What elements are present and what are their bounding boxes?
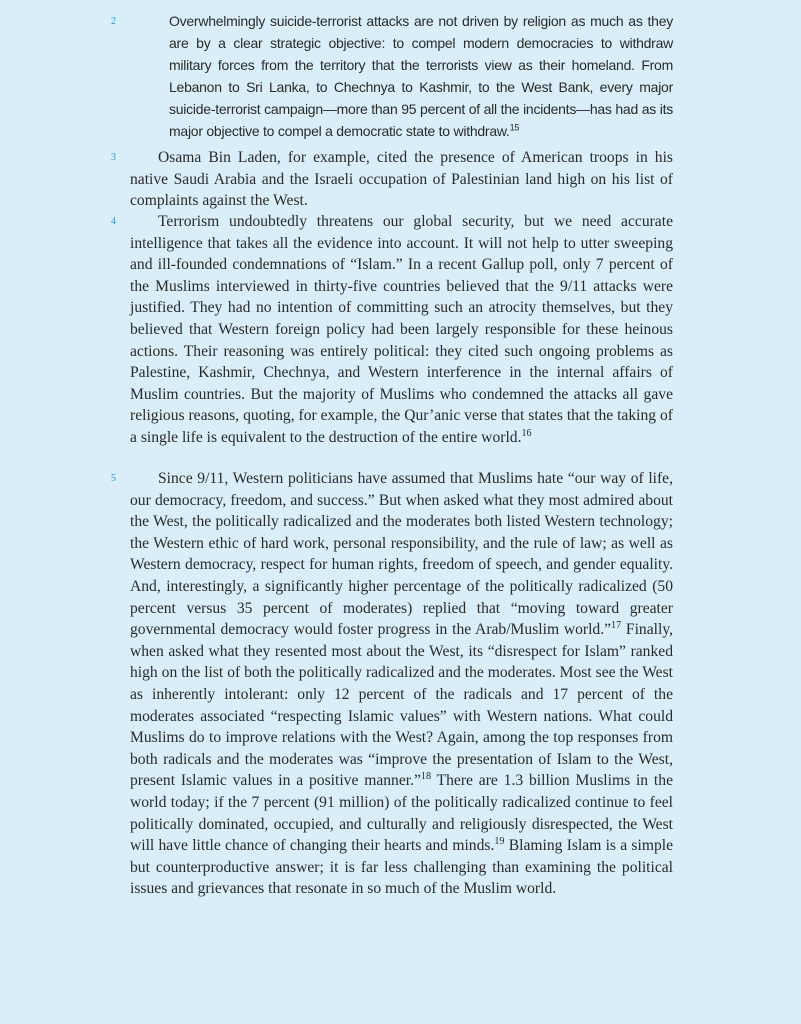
footnote-ref[interactable]: 15 xyxy=(509,122,520,133)
block-quote-text: Overwhelmingly suicide-terrorist attacks are not driven by religion as much as they are by a clear strategic objective: to compel modern democracies to withdraw military forces from the territory that the terrorists view as their homeland. From Lebanon to Sri Lanka, to Chechnya to Kashmir, to the West Bank, every major suicide-terrorist campaign—more than 95 percent of all the incidents—has had as its major objective to compel a democratic state to withdraw. xyxy=(169,13,673,139)
paragraph-text: Terrorism undoubtedly threatens our global security, but we need accurate intelligence that takes all the evidence into account. It will not help to utter sweeping and ill-founded condemnations of “Islam.” In a recent Gallup poll, only 7 percent of the Muslims interviewed in thirty-five countries believed that the 9/11 attacks were justified. They had no intention of committing such an atrocity themselves, but they believed that Western foreign policy had been largely responsible for these heinous actions. Their reasoning was entirely political: they cited such ongoing problems as Palestine, Kashmir, Chechnya, and Western interference in the internal affairs of Muslim countries. But the majority of Muslims who condemned the attacks all gave religious reasons, quoting, for example, the Qur’anic verse that states that the taking of a single life is equivalent to the destruction of the entire world. xyxy=(130,213,673,446)
block-quote xyxy=(169,10,673,142)
footnote-ref[interactable]: 16 xyxy=(521,427,532,439)
paragraph-number: 2 xyxy=(111,16,116,27)
footnote-ref[interactable]: 17 xyxy=(611,619,622,631)
paragraph-number: 3 xyxy=(111,152,116,163)
paragraph-number: 4 xyxy=(111,216,116,227)
paragraph xyxy=(130,211,673,449)
paragraph-text: Finally, when asked what they resented most about the West, its “disrespect for Islam” ranked high on the list of both the politically radicalized and the moderates. Most see the West as inherently intolerant: only 12 percent of the radicals and 17 percent of the moderates associated “respecting Islamic values” with Western nations. What could Muslims do to improve relations with the West? Again, among the top responses from both radicals and the moderates was “improve the presentation of Islam to the West, present Islamic values in a positive manner.” xyxy=(130,621,673,790)
footnote-ref[interactable]: 18 xyxy=(420,771,432,783)
paragraph xyxy=(130,147,673,212)
paragraph-text: Since 9/11, Western politicians have assumed that Muslims hate “our way of life, our democracy, freedom, and success.” But when asked what they most admired about the West, the politically radicalized and the moderates both listed Western technology; the Western ethic of hard work, personal responsibility, and the rule of law; as well as Western democracy, respect for human rights, freedom of speech, and gender equality. And, interestingly, a significantly higher percentage of the politically radicalized (50 percent versus 35 percent of moderates) replied that “moving toward greater governmental democracy would foster progress in the Arab/Muslim world.” xyxy=(130,470,673,639)
footnote-ref[interactable]: 19 xyxy=(494,835,505,847)
paragraph-text: There are 1.3 billion Muslims in the world today; if the 7 percent (91 million) of the politically radicalized continue to feel politically dominated, occupied, and culturally and religiously disrespected, the West will have little chance of changing their hearts and minds. xyxy=(130,772,673,855)
paragraph-text: Osama Bin Laden, for example, cited the presence of American troops in his native Saudi Arabia and the Israeli occupation of Palestinian land high on his list of complaints against the West. xyxy=(130,149,673,210)
paragraph-text: Blaming Islam is a simple but counterproductive answer; it is far less challenging than examining the political issues and grievances that resonate in so much of the Muslim world. xyxy=(130,837,673,898)
paragraph-number: 5 xyxy=(111,473,116,484)
paragraph xyxy=(130,468,673,900)
